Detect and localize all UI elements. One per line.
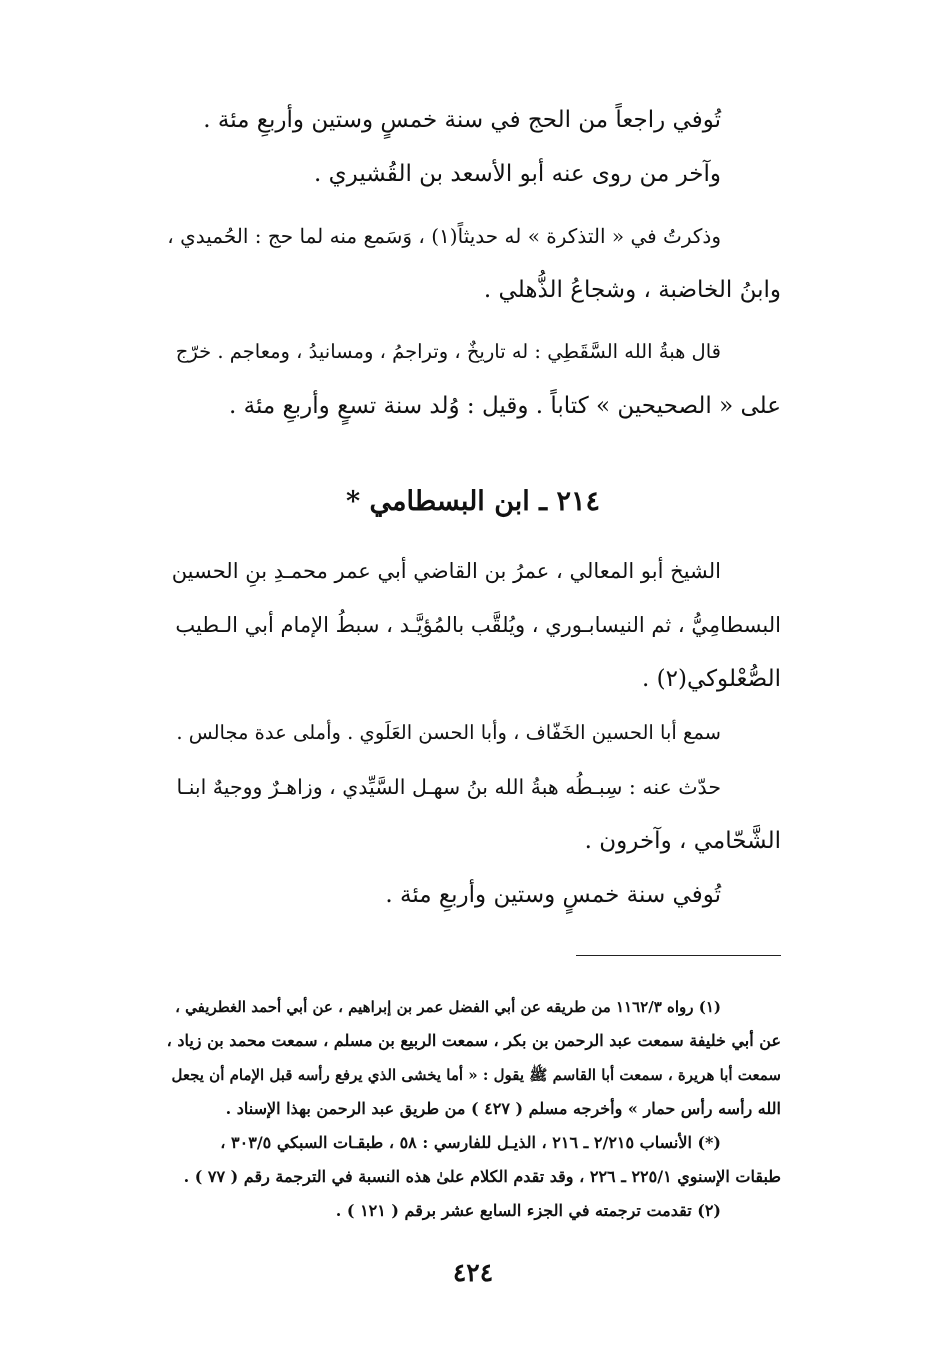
text-line: على « الصحيحين » كتاباً . وقيل : وُلد سنة تسعٍ وأربعِ مئة . xyxy=(229,393,781,419)
text-line: الصُّعْلوكي(٢) . xyxy=(642,666,781,692)
section-a-text xyxy=(166,93,781,433)
text-line: تُوفي راجعاً من الحج في سنة خمسٍ وستين وأربعِ مئة . xyxy=(203,107,721,133)
footnote-line: الله رأسه رأس حمار » وأخرجه مسلم ( ٤٢٧ ) من طريق عبد الرحمن بهذا الإسناد . xyxy=(225,1099,781,1118)
entry-heading: ٢١٤ ـ ابن البسطامي * xyxy=(345,486,601,517)
paragraph-narrated-by xyxy=(166,760,781,868)
paragraph-death xyxy=(166,868,781,922)
footnote-line: (*) الأنساب ٢/٢١٥ ـ ٢١٦ ، الذيـل للفارسي : ٥٨ ، طبقـات السبكي ٣٠٣/٥ ، xyxy=(220,1133,721,1152)
footnote-line: عن أبي خليفة سمعت عبد الرحمن بن بكر ، سمعت الربيع بن مسلم ، سمعت محمد بن زياد ، xyxy=(166,1031,781,1050)
paragraph-lineage xyxy=(166,544,781,706)
footnotes xyxy=(166,990,781,1228)
paragraph-heard-from xyxy=(166,706,781,760)
text-line: الشَّحّامي ، وآخرون . xyxy=(584,828,781,854)
text-line: سمع أبا الحسين الخَفّاف ، وأبا الحسن العَلَوي . وأملى عدة مجالس . xyxy=(176,721,721,744)
paragraph-saqati-quote xyxy=(166,325,781,433)
footnote-line: طبقات الإسنوي ٢٢٥/١ ـ ٢٢٦ ، وقد تقدم الكلام علىٰ هذه النسبة في الترجمة رقم ( ٧٧ ) . xyxy=(183,1167,781,1186)
section-b-text xyxy=(166,544,781,922)
text-line: حدّث عنه : سِبـطُه هبةُ الله بنُ سهـل السَّيِّدي ، وزاهـرٌ ووجيهٌ ابنـا xyxy=(176,775,721,799)
text-line: وذكرتُ في « التذكرة » له حديثاً(١) ، وَسَمع منه لما حج : الحُميدي ، xyxy=(167,224,721,248)
paragraph-last-narrator xyxy=(166,147,781,201)
paragraph-death-hajj xyxy=(166,93,781,147)
text-line: وابنُ الخاضبة ، وشجاعُ الذُّهلي . xyxy=(483,277,781,303)
footnote-line: (١) رواه ١١٦٢/٣ من طريقه عن أبي الفضل عمر بن إبراهيم ، عن أبي أحمد الغطريفي ، xyxy=(175,998,721,1016)
footnote-line: سمعت أبا هريرة ، سمعت أبا القاسم ﷺ يقول : « أما يخشى الذي يرفع رأسه قبل الإمام أن يجعل xyxy=(171,1066,781,1084)
text-line: الشيخ أبو المعالي ، عمرُ بن القاضي أبي عمر محمـدِ بنِ الحسين xyxy=(171,559,721,583)
paragraph-tadhkira xyxy=(166,209,781,317)
text-line: البسطامِيُّ ، ثم النيسابـوري ، ويُلقَّب بالمُؤيَّـد ، سبطُ الإمام أبي الـطيب xyxy=(175,613,781,637)
footnote-line: (٢) تقدمت ترجمته في الجزء السابع عشر برقم ( ١٢١ ) . xyxy=(335,1201,721,1220)
text-line: تُوفي سنة خمسٍ وستين وأربعِ مئة . xyxy=(385,882,721,908)
page-number: ٤٢٤ xyxy=(452,1258,494,1287)
text-line: وآخر من روى عنه أبو الأسعد بن القُشيري . xyxy=(314,161,721,187)
text-line: قال هبةُ الله السَّقَطِي : له تاريخٌ ، وتراجمُ ، ومسانيدُ ، ومعاجم . خرّج xyxy=(175,340,721,363)
footnote-separator xyxy=(576,955,781,956)
